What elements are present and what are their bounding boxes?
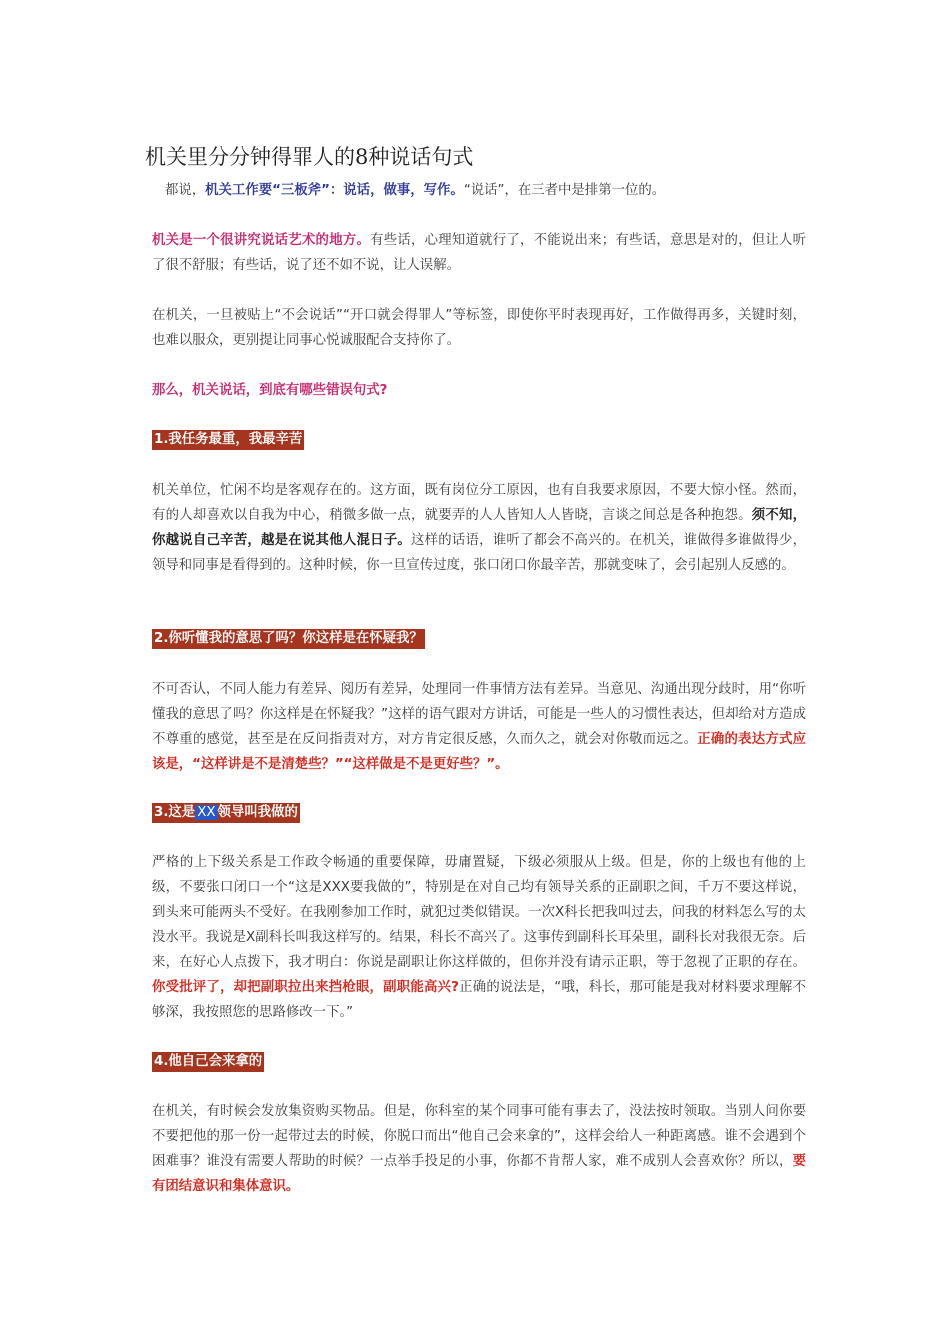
section-1-bold: 须不知，你越说自己辛苦，越是在说其他人混日子。 xyxy=(152,508,806,548)
section-2-body: 不可否认，不同人能力有差异、阅历有差异，处理同一件事情方法有差异。当意见、沟通出现分歧时，用“你听懂我的意思了吗？你这样是在怀疑我？”这样的语气跟对方讲话，可能是一些人的习惯性表达，但却给对方造成不尊重的感觉，甚至是在反问指责对方，对方肯定很反感，久而久之，就会对你敬而远之。正确的表达方式应该是，“这样讲是不是清楚些？”“这样做是不是更好些？”。 xyxy=(152,682,807,772)
question-line: 那么，机关说话，到底有哪些错误句式? xyxy=(152,383,388,398)
section-3-red: 你受批评了，却把副职拉出来挡枪眼，副职能高兴? xyxy=(152,980,459,995)
intro-paragraph: 都说，机关工作要“三板斧”：说话，做事，写作。“说话”，在三者中是排第一位的。 xyxy=(165,183,666,198)
paragraph-1: 机关是一个很讲究说话艺术的地方。有些话，心理知道就行了，不能说出来；有些话，意思是对的，但让人听了很不舒服；有些话，说了还不如不说，让人误解。 xyxy=(152,233,807,273)
section-2-heading: 2.你听懂我的意思了吗？你这样是在怀疑我？ xyxy=(152,629,425,649)
page-title: 机关里分分钟得罪人的8种说话句式 xyxy=(145,145,474,169)
section-2-red: 正确的表达方式应该是，“这样讲是不是清楚些？”“这样做是不是更好些？”。 xyxy=(152,732,807,772)
section-3-body: 严格的上下级关系是工作政令畅通的重要保障，毋庸置疑，下级必须服从上级。但是，你的上级也有他的上级，不要张口闭口一个“这是XXX要我做的”，特别是在对自己均有领导关系的正副职之间，千万不要这样说，到头来可能两头不受好。在我刚参加工作时，就犯过类似错误。一次X科长把我叫过去，问我的材料怎么写的太没水平。我说是X副科长叫我这样写的。结果，科长不高兴了。这事传到副科长耳朵里，副科长对我很无奈。后来，在好心人点拨下，我才明白：你说是副职让你这样做的，但你并没有请示正职，等于忽视了正职的存在。你受批评了，却把副职拉出来挡枪眼，副职能高兴?正确的说法是，“哦，科长，那可能是我对材料要求理解不够深，我按照您的思路修改一下。” xyxy=(152,855,806,1020)
section-4-red: 要有团结意识和集体意识。 xyxy=(152,1154,806,1194)
section-4-heading: 4.他自己会来拿的 xyxy=(152,1052,264,1072)
paragraph-1-highlight: 机关是一个很讲究说话艺术的地方。 xyxy=(152,233,371,248)
section-1-body: 机关单位，忙闲不均是客观存在的。这方面，既有岗位分工原因，也有自我要求原因，不要大惊小怪。然而，有的人却喜欢以自我为中心，稍微多做一点，就要弄的人人皆知人人皆晓，言谈之间总是各种抱怨。须不知，你越说自己辛苦，越是在说其他人混日子。这样的话语，谁听了都会不高兴的。在机关，谁做得多谁做得少，领导和同事是看得到的。这种时候，你一旦宣传过度，张口闭口你最辛苦，那就变味了，会引起别人反感的。 xyxy=(152,483,806,573)
intro-highlight: 机关工作要“三板斧”：说话，做事，写作。 xyxy=(205,183,464,198)
paragraph-2: 在机关，一旦被贴上“不会说话”“开口就会得罪人”等标签，即使你平时表现再好，工作做得再多，关键时刻，也难以服众，更别提让同事心悦诚服配合支持你了。 xyxy=(152,308,806,348)
section-1-heading: 1.我任务最重，我最辛苦 xyxy=(152,430,304,450)
section-3-heading: 3.这是 XX 领导叫我做的 xyxy=(152,803,300,823)
section-3-heading-xx: XX xyxy=(197,805,216,820)
section-4-body: 在机关，有时候会发放集资购买物品。但是，你科室的某个同事可能有事去了，没法按时领取。当别人问你要不要把他的那一份一起带过去的时候，你脱口而出“他自己会来拿的”，这样会给人一种距离感。谁不会遇到个困难事？谁没有需要人帮助的时候？一点举手投足的小事，你都不肯帮人家，难不成别人会喜欢你？所以，要有团结意识和集体意识。 xyxy=(152,1104,806,1194)
